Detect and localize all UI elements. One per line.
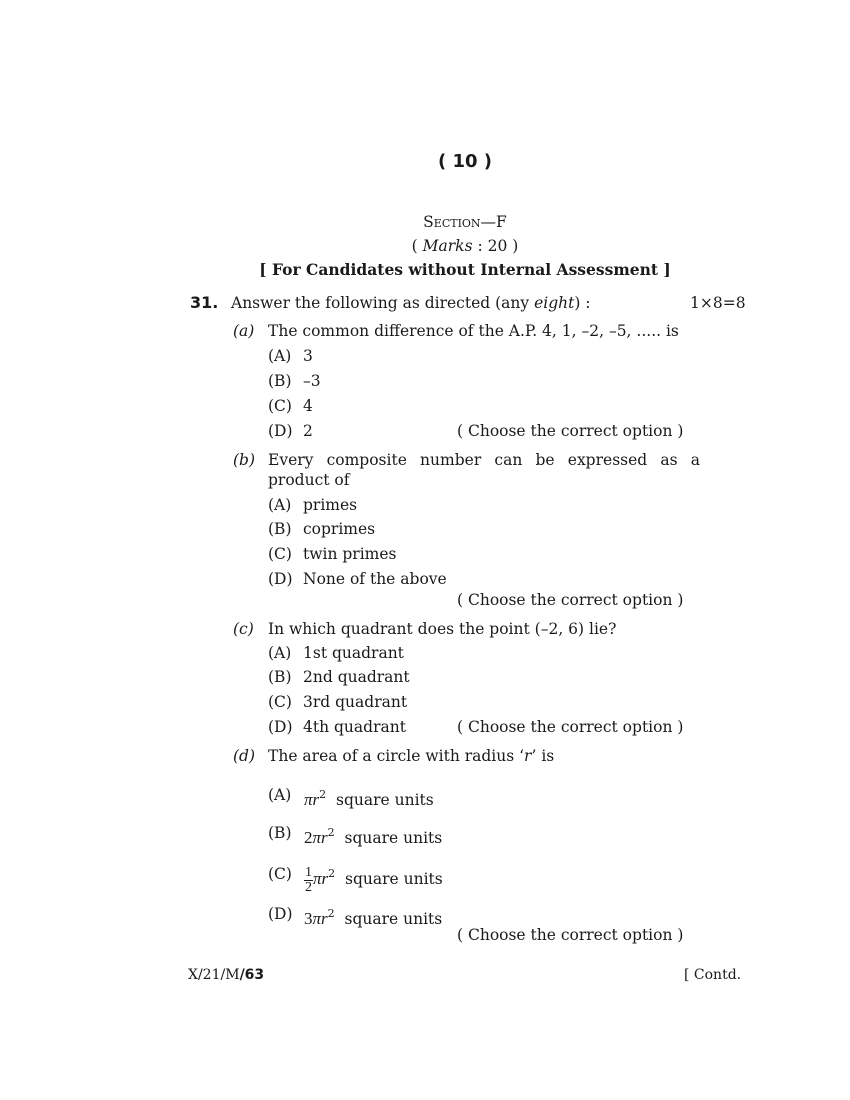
option-text: 3 <box>303 347 313 365</box>
fraction <box>304 866 313 895</box>
option-text: 2 <box>303 422 313 440</box>
part-text: Every composite number can be expressed as a <box>268 451 700 469</box>
radius-variable: r <box>524 747 532 765</box>
option-text: None of the above <box>303 570 447 588</box>
exponent: 2 <box>327 826 335 839</box>
option-formula <box>304 904 442 929</box>
section-note: [ For Candidates without Internal Assessment ] <box>259 260 671 279</box>
part-text-start: The area of a circle with radius ‘ <box>268 747 525 765</box>
option-label: (D) <box>268 422 293 440</box>
option-text: –3 <box>303 372 321 390</box>
option-label: (B) <box>268 824 292 842</box>
paper-code-text: X/21/M <box>188 967 240 983</box>
option-text: 2nd quadrant <box>303 668 410 686</box>
option-label: (B) <box>268 668 292 686</box>
question-instruction <box>231 293 591 313</box>
option-label: (B) <box>268 520 292 538</box>
instruction-emphasis: eight <box>534 294 575 312</box>
option-formula <box>304 856 443 897</box>
option-label: (C) <box>268 545 292 563</box>
instruction-text-end: ) : <box>574 294 591 312</box>
option-text: square units <box>336 791 434 809</box>
option-label: (A) <box>268 786 292 804</box>
choose-instruction: ( Choose the correct option ) <box>457 591 684 609</box>
option-formula <box>304 785 434 810</box>
marks-value: 20 <box>487 237 508 255</box>
option-text: square units <box>344 910 443 928</box>
paper-code <box>188 965 264 985</box>
question-marks: 1×8=8 <box>690 294 746 312</box>
coefficient: 2 <box>304 828 313 847</box>
page-number: ( 10 ) <box>437 151 493 172</box>
option-label: (C) <box>268 865 292 883</box>
part-label: (c) <box>233 620 254 638</box>
option-text: primes <box>303 496 358 514</box>
option-text: twin primes <box>303 545 397 563</box>
formula: πr <box>313 869 329 888</box>
option-text: 4th quadrant <box>303 718 406 736</box>
part-text-end: ’ is <box>531 747 555 765</box>
exponent: 2 <box>319 788 327 801</box>
option-text: coprimes <box>303 520 376 538</box>
instruction-text: Answer the following as directed (any <box>231 294 535 312</box>
formula: πr <box>312 828 328 847</box>
choose-instruction: ( Choose the correct option ) <box>457 718 684 736</box>
option-label: (A) <box>268 347 292 365</box>
option-text: 1st quadrant <box>303 644 404 662</box>
continued-note: [ Contd. <box>684 967 742 983</box>
coefficient: 3 <box>304 909 313 928</box>
option-text: 4 <box>303 397 313 415</box>
part-text: In which quadrant does the point (–2, 6) lie? <box>268 620 617 638</box>
option-label: (D) <box>268 905 293 923</box>
exponent: 2 <box>327 907 335 920</box>
option-text: square units <box>344 829 443 847</box>
part-label: (a) <box>233 322 255 340</box>
choose-instruction: ( Choose the correct option ) <box>457 926 684 944</box>
option-text: 3rd quadrant <box>303 693 408 711</box>
option-label: (C) <box>268 693 292 711</box>
option-label: (D) <box>268 570 293 588</box>
option-label: (B) <box>268 372 292 390</box>
formula: πr <box>304 790 320 809</box>
section-title: Section—F <box>423 213 507 231</box>
part-label: (d) <box>233 747 256 765</box>
option-label: (A) <box>268 496 292 514</box>
option-label: (A) <box>268 644 292 662</box>
formula: πr <box>312 909 328 928</box>
part-text: The common difference of the A.P. 4, 1, –2, –5, ..... is <box>268 322 679 340</box>
exponent: 2 <box>328 867 336 880</box>
numerator: 1 <box>305 864 312 880</box>
question-number: 31. <box>190 293 219 312</box>
section-marks: ( Marks : 20 ) <box>411 237 519 255</box>
part-text <box>268 746 554 766</box>
option-label: (D) <box>268 718 293 736</box>
denominator: 2 <box>305 879 312 895</box>
choose-instruction: ( Choose the correct option ) <box>457 422 684 440</box>
part-text-cont: product of <box>268 471 350 489</box>
option-formula <box>304 823 442 848</box>
part-label: (b) <box>233 451 256 469</box>
option-text: square units <box>345 870 443 888</box>
marks-label: Marks <box>422 237 473 255</box>
option-label: (C) <box>268 397 292 415</box>
paper-code-bold: /63 <box>239 967 265 983</box>
